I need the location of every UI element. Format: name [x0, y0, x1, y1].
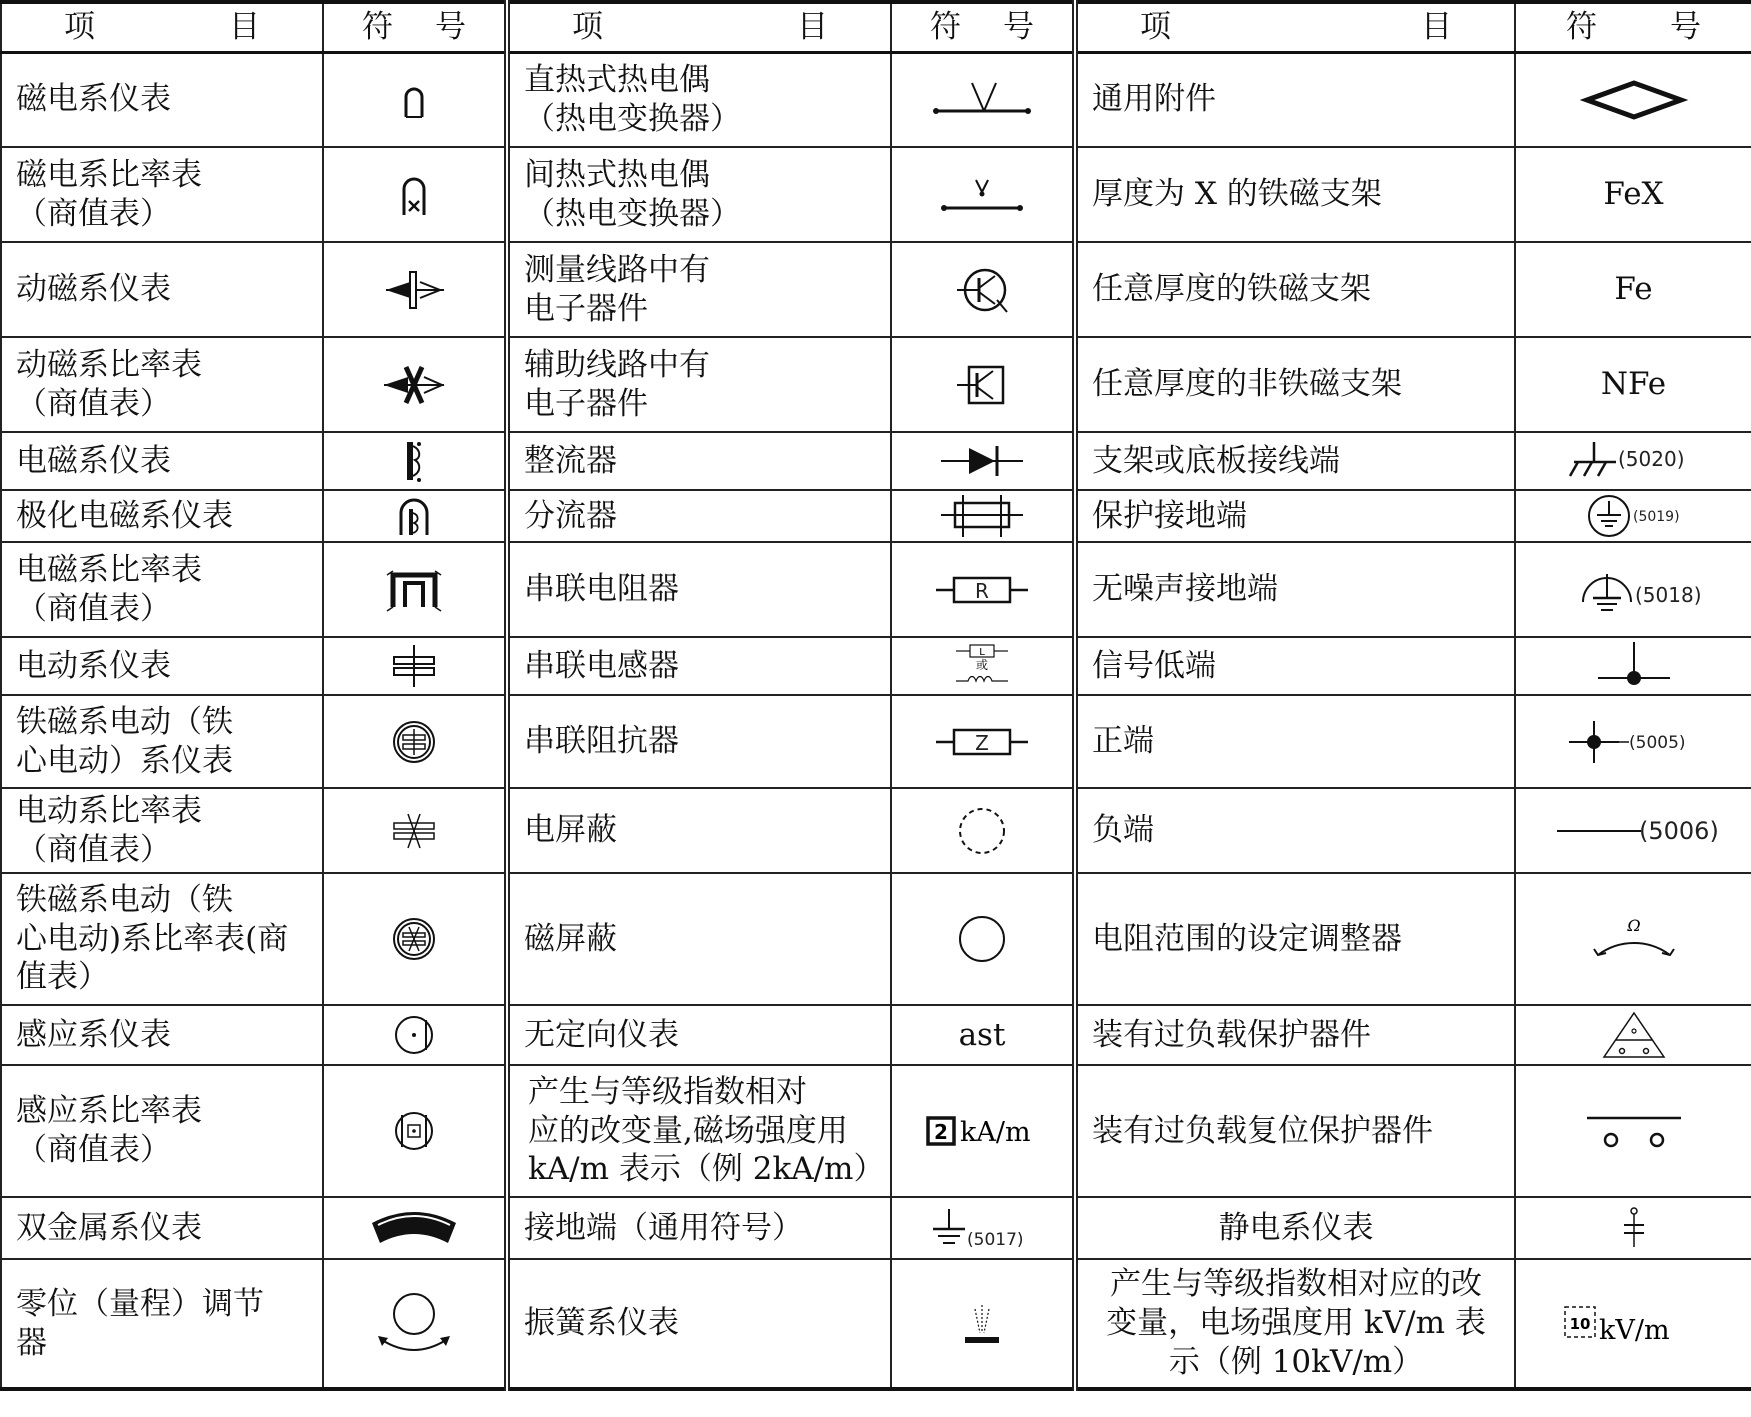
table-row	[1, 788, 1751, 873]
item-label: 任意厚度的铁磁支架	[1075, 242, 1515, 337]
table-row	[1, 52, 1751, 147]
electric-field-class-icon	[1559, 1299, 1709, 1349]
symbol-text: ast	[891, 1005, 1075, 1065]
item-label: 静电系仪表	[1075, 1197, 1515, 1259]
magnetic-field-class-icon	[922, 1106, 1042, 1156]
table-row	[1, 637, 1751, 695]
series-inductor-icon	[942, 641, 1022, 691]
item-label: 接地端（通用符号）	[507, 1197, 891, 1259]
table-row	[1, 490, 1751, 542]
moving-iron-instrument-icon	[389, 436, 439, 486]
zero-adjuster-icon	[364, 1284, 464, 1364]
unit-label: kV/m	[1598, 1314, 1670, 1346]
symbol-text: FeX	[1515, 147, 1751, 242]
table-row	[1, 873, 1751, 1005]
earth-terminal-icon	[927, 1203, 1037, 1253]
item-label: 电动系比率表 （商值表）	[1, 788, 323, 873]
symbol-text: NFe	[1515, 337, 1751, 432]
negative-terminal-icon	[1549, 806, 1719, 856]
item-label: 无定向仪表	[507, 1005, 891, 1065]
direct-heated-thermocouple-icon	[932, 75, 1032, 125]
item-label: 任意厚度的非铁磁支架	[1075, 337, 1515, 432]
signal-low-terminal-icon	[1584, 638, 1684, 694]
bimetallic-instrument-icon	[364, 1203, 464, 1253]
resistance-range-adjuster-icon	[1584, 909, 1684, 969]
item-label: 负端	[1075, 788, 1515, 873]
noiseless-earth-icon	[1569, 560, 1702, 620]
item-label: 电阻范围的设定调整器	[1075, 873, 1515, 1005]
item-label: 装有过负载复位保护器件	[1075, 1065, 1515, 1197]
item-label: 磁屏蔽	[507, 873, 891, 1005]
inductor-or-label: 或	[975, 658, 989, 672]
impedance-label: Z	[975, 730, 989, 755]
item-label: 铁磁系电动（铁 心电动)系比率表(商 值表）	[1, 873, 323, 1005]
header-symbol: 符 号	[891, 2, 1075, 52]
item-label: 保护接地端	[1075, 490, 1515, 542]
class-index-number: 10	[1569, 1314, 1590, 1333]
series-resistor-icon	[932, 567, 1032, 613]
overload-protection-icon	[1594, 1007, 1674, 1063]
item-label: 间热式热电偶 （热电变换器）	[507, 147, 891, 242]
item-label: 零位（量程）调节 器	[1, 1259, 323, 1389]
table-row	[1, 1005, 1751, 1065]
item-label: 动磁系仪表	[1, 242, 323, 337]
table-row	[1, 147, 1751, 242]
moving-coil-ratiometer-icon	[384, 167, 444, 223]
table-row	[1, 1065, 1751, 1197]
item-label: 感应系比率表 （商值表）	[1, 1065, 323, 1197]
item-label: 串联电感器	[507, 637, 891, 695]
item-label: 无噪声接地端	[1075, 542, 1515, 637]
electronic-device-measuring-circuit-icon	[947, 260, 1017, 320]
magnetic-screen-icon	[952, 909, 1012, 969]
ferrodynamic-ratiometer-icon	[384, 909, 444, 969]
item-label: 电动系仪表	[1, 637, 323, 695]
resistor-label: R	[975, 578, 989, 603]
item-label: 电屏蔽	[507, 788, 891, 873]
ohm-label: Ω	[1626, 916, 1641, 935]
table-row	[1, 242, 1751, 337]
moving-magnet-ratiometer-icon	[374, 355, 454, 415]
table-row	[1, 432, 1751, 490]
ferrodynamic-instrument-icon	[384, 712, 444, 772]
indirect-heated-thermocouple-icon	[932, 170, 1032, 220]
header-row	[1, 2, 1751, 52]
item-label: 串联阻抗器	[507, 695, 891, 788]
item-label: 串联电阻器	[507, 542, 891, 637]
induction-ratiometer-icon	[384, 1103, 444, 1159]
item-label: 厚度为 X 的铁磁支架	[1075, 147, 1515, 242]
series-impedance-icon	[932, 719, 1032, 765]
item-label: 分流器	[507, 490, 891, 542]
symbol-code: (5018)	[1634, 582, 1702, 607]
symbol-code: (5006)	[1638, 816, 1719, 845]
electrodynamic-ratiometer-icon	[384, 806, 444, 856]
item-label: 测量线路中有 电子器件	[507, 242, 891, 337]
item-label: 正端	[1075, 695, 1515, 788]
table-row	[1, 542, 1751, 637]
item-label: 电磁系仪表	[1, 432, 323, 490]
item-label: 辅助线路中有 电子器件	[507, 337, 891, 432]
moving-iron-ratiometer-icon	[379, 565, 449, 615]
item-label: 电磁系比率表 （商值表）	[1, 542, 323, 637]
overload-reset-protection-icon	[1579, 1106, 1689, 1156]
symbol-code: (5019)	[1632, 509, 1680, 525]
symbol-code: (5005)	[1628, 732, 1686, 753]
header-symbol: 符 号	[1515, 2, 1751, 52]
table-row	[1, 1197, 1751, 1259]
electric-screen-icon	[952, 801, 1012, 861]
item-label: 磁电系仪表	[1, 52, 323, 147]
class-index-number: 2	[934, 1120, 948, 1144]
item-label: 感应系仪表	[1, 1005, 323, 1065]
item-label: 支架或底板接线端	[1075, 432, 1515, 490]
table-row	[1, 695, 1751, 788]
permanent-magnet-moving-coil-icon	[384, 75, 444, 125]
item-label: 磁电系比率表 （商值表）	[1, 147, 323, 242]
item-label: 通用附件	[1075, 52, 1515, 147]
protective-earth-icon	[1579, 493, 1689, 539]
item-label: 产生与等级指数相对 应的改变量,磁场强度用 kA/m 表示（例 2kA/m）	[507, 1065, 891, 1197]
symbol-code: (5017)	[967, 1230, 1024, 1250]
general-accessory-diamond-icon	[1579, 75, 1689, 125]
header-symbol: 符 号	[323, 2, 507, 52]
table-row	[1, 337, 1751, 432]
unit-label: kA/m	[960, 1117, 1031, 1148]
item-label: 极化电磁系仪表	[1, 490, 323, 542]
item-label: 直热式热电偶 （热电变换器）	[507, 52, 891, 147]
symbol-code: (5020)	[1617, 447, 1685, 471]
table-row	[1, 1259, 1751, 1389]
electrostatic-instrument-icon	[1614, 1203, 1654, 1253]
positive-terminal-icon	[1559, 717, 1709, 767]
item-label: 双金属系仪表	[1, 1197, 323, 1259]
item-label: 信号低端	[1075, 637, 1515, 695]
item-label: 整流器	[507, 432, 891, 490]
rectifier-diode-icon	[937, 436, 1027, 486]
moving-magnet-instrument-icon	[374, 260, 454, 320]
frame-terminal-icon	[1554, 436, 1714, 486]
symbol-text: Fe	[1515, 242, 1751, 337]
item-label: 铁磁系电动（铁 心电动）系仪表	[1, 695, 323, 788]
header-item: 项 目	[1075, 2, 1515, 52]
item-label: 动磁系比率表 （商值表）	[1, 337, 323, 432]
shunt-icon	[937, 493, 1027, 539]
vibrating-reed-instrument-icon	[957, 1299, 1007, 1349]
inductor-label: L	[979, 647, 985, 658]
item-label: 装有过负载保护器件	[1075, 1005, 1515, 1065]
item-label: 振簧系仪表	[507, 1259, 891, 1389]
polarized-moving-iron-icon	[389, 493, 439, 539]
header-item: 项 目	[1, 2, 323, 52]
header-item: 项 目	[507, 2, 891, 52]
electronic-device-auxiliary-circuit-icon	[947, 355, 1017, 415]
item-label: 产生与等级指数相对应的改 变量，电场强度用 kV/m 表 示（例 10kV/m）	[1075, 1259, 1515, 1389]
electrodynamic-instrument-icon	[384, 641, 444, 691]
induction-instrument-icon	[384, 1010, 444, 1060]
